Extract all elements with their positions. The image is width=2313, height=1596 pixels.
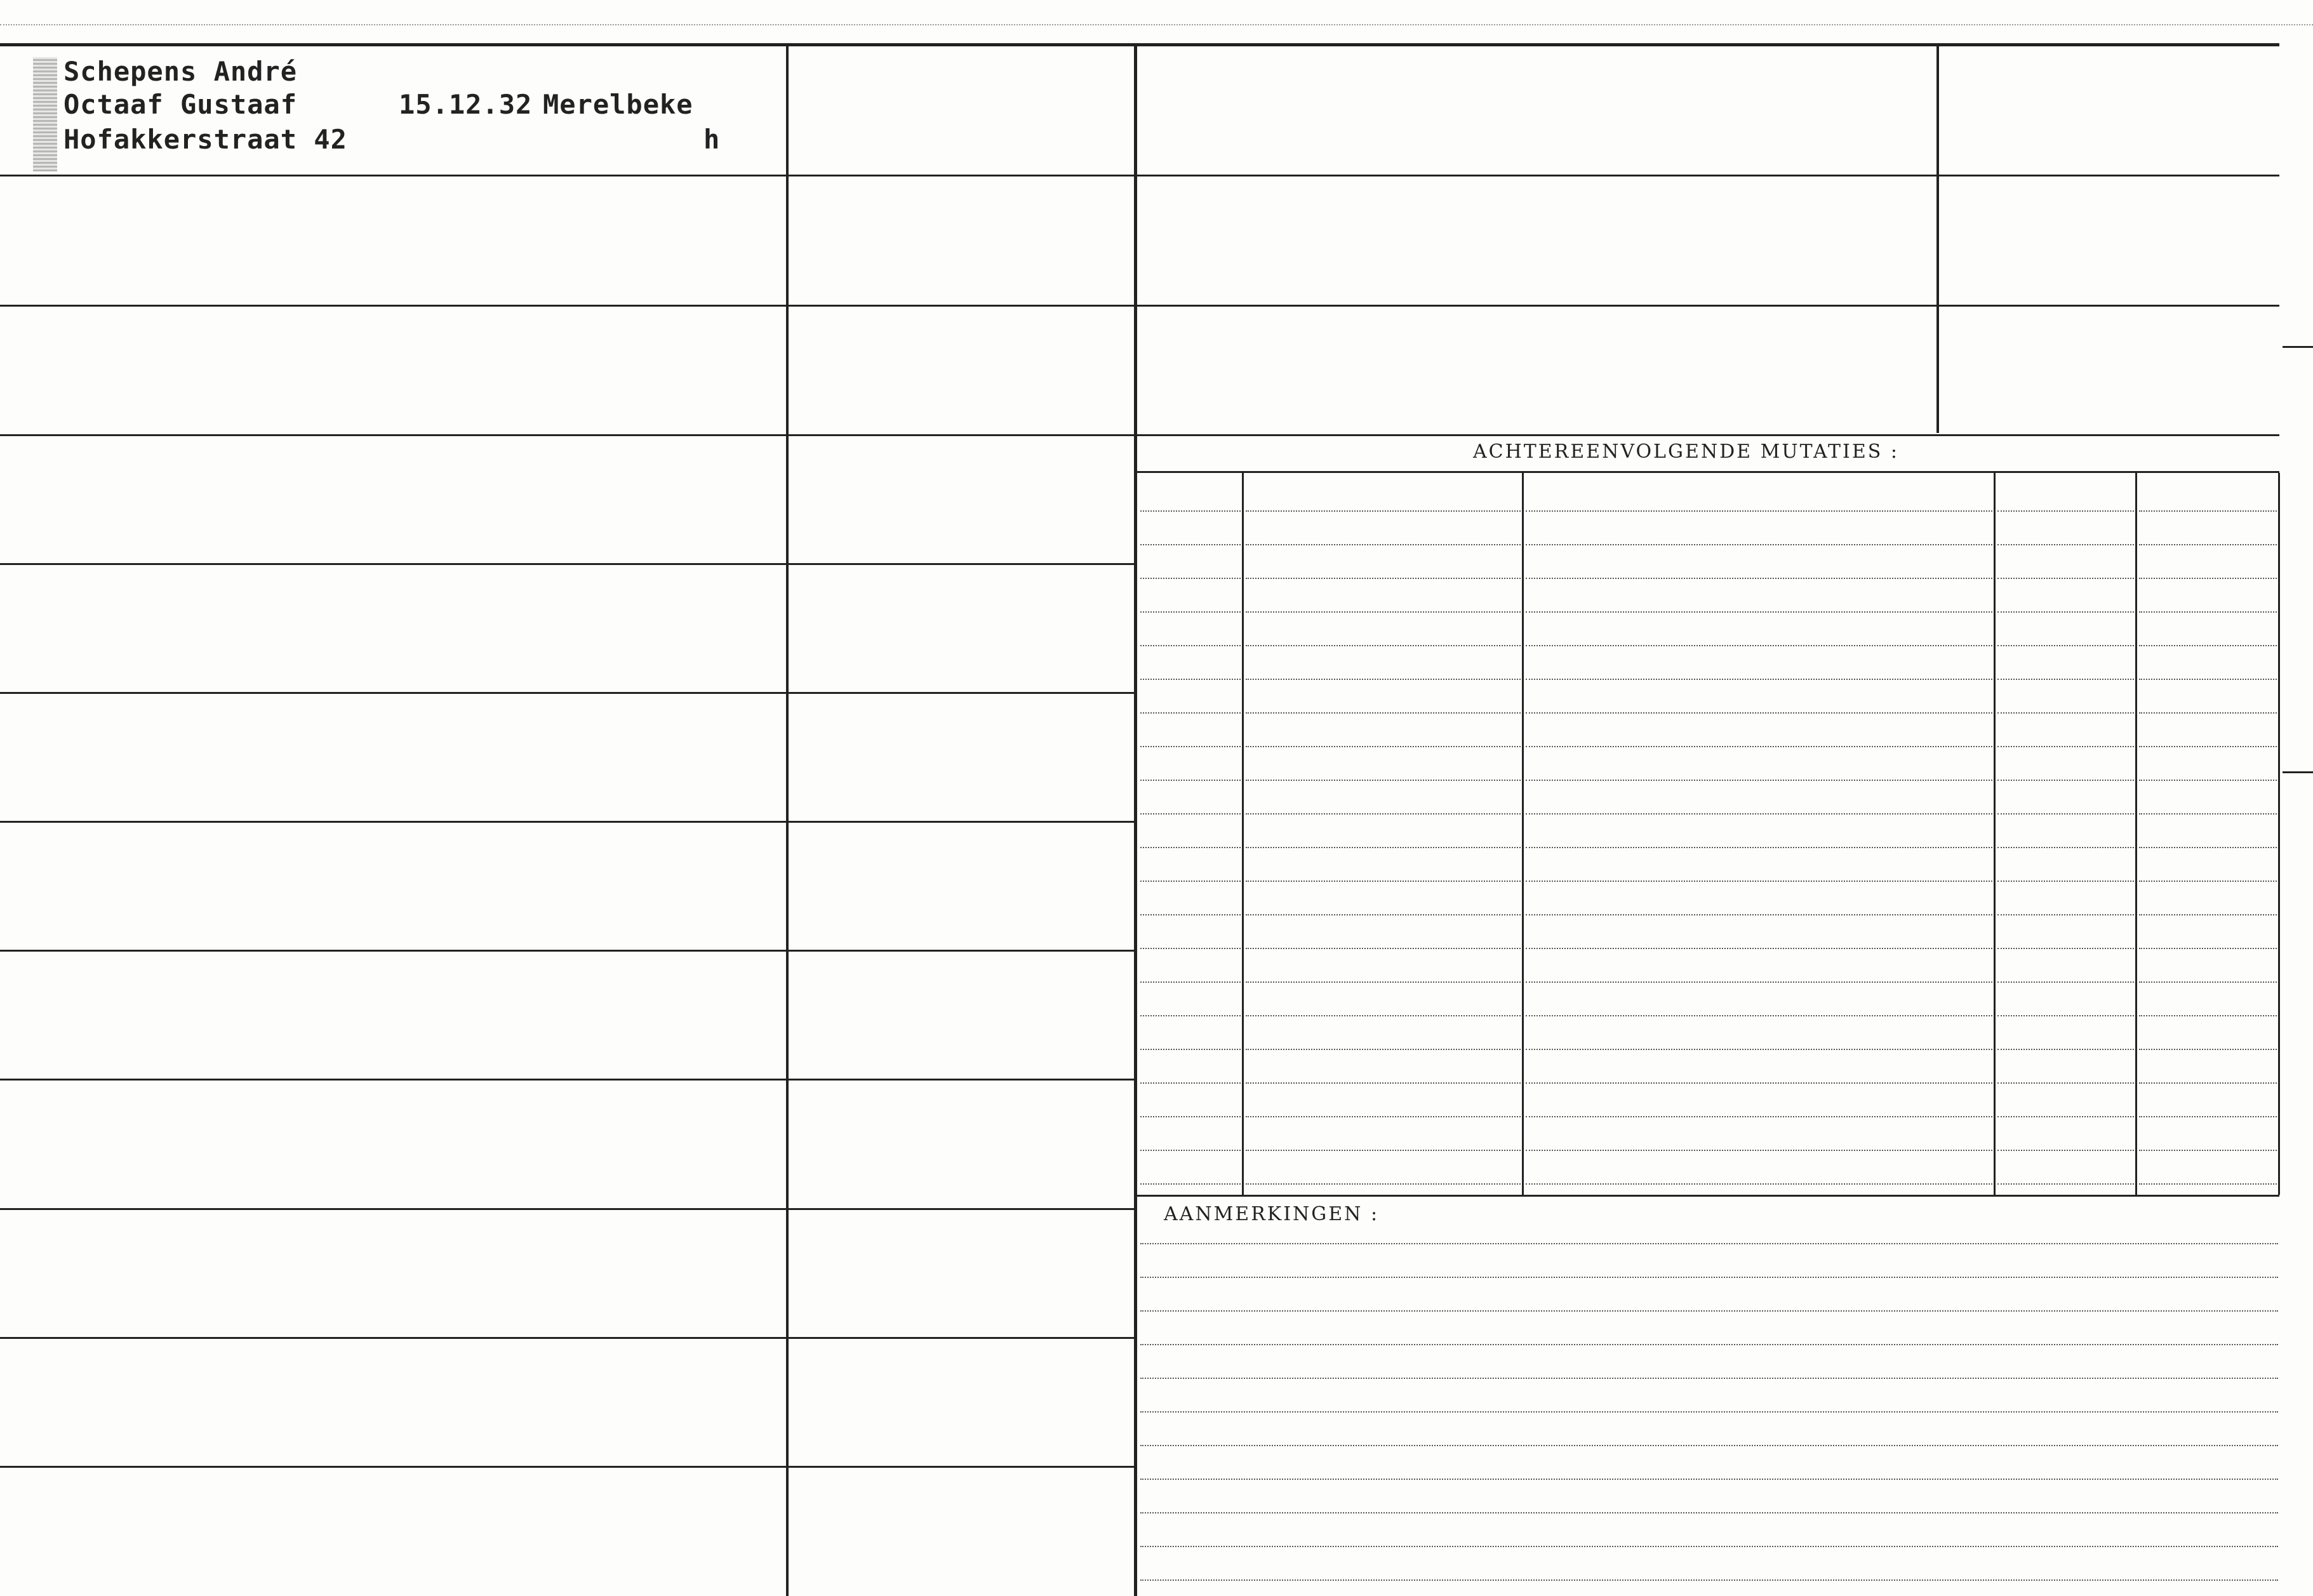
middle-row-line: [789, 1466, 1134, 1468]
middle-row-line: [789, 1079, 1134, 1081]
center-column-divider: [1134, 46, 1137, 1596]
mutation-dotted-line: [1997, 813, 2134, 815]
mutation-dotted-line: [2139, 611, 2277, 613]
remark-dotted-line: [1140, 1546, 2278, 1547]
mutation-dotted-line: [2139, 847, 2277, 848]
mutation-dotted-line: [2139, 712, 2277, 714]
mutation-dotted-line: [1140, 914, 1241, 915]
mutation-dotted-line: [1997, 611, 2134, 613]
mutations-right-border: [2278, 473, 2280, 1195]
mutation-dotted-line: [1526, 1183, 1992, 1185]
mutation-dotted-line: [1997, 881, 2134, 882]
mutation-dotted-line: [2139, 578, 2277, 579]
remark-dotted-line: [1140, 1479, 2278, 1480]
mutation-dotted-line: [1526, 645, 1992, 646]
mutation-dotted-line: [1526, 948, 1992, 949]
mutation-dotted-line: [1246, 510, 1521, 512]
mutation-dotted-line: [1140, 1082, 1241, 1084]
mutation-dotted-line: [1246, 1183, 1521, 1185]
mutation-dotted-line: [1246, 780, 1521, 781]
mutation-dotted-line: [2139, 813, 2277, 815]
left-row-line: [0, 1079, 786, 1081]
record-birth-place: Merelbeke: [543, 89, 693, 120]
mutation-dotted-line: [2139, 914, 2277, 915]
mutation-dotted-line: [1246, 1116, 1521, 1117]
mutation-dotted-line: [1526, 746, 1992, 747]
mutation-dotted-line: [2139, 746, 2277, 747]
mutation-dotted-line: [2139, 948, 2277, 949]
middle-row-line: [789, 563, 1134, 565]
mutation-dotted-line: [2139, 544, 2277, 545]
record-address: Hofakkerstraat 42: [63, 124, 347, 155]
left-row-line: [0, 1466, 786, 1468]
right-block-line: [1137, 175, 2279, 176]
right-top-column-divider: [1936, 46, 1939, 433]
middle-row-line: [789, 175, 1134, 176]
mutation-dotted-line: [2139, 1015, 2277, 1016]
mutation-dotted-line: [1526, 881, 1992, 882]
left-row-line: [0, 563, 786, 565]
middle-row-line: [789, 950, 1134, 952]
middle-row-line: [789, 1337, 1134, 1339]
mutation-dotted-line: [2139, 881, 2277, 882]
mutation-dotted-line: [1246, 544, 1521, 545]
mutation-dotted-line: [1526, 1015, 1992, 1016]
mutation-dotted-line: [1246, 1150, 1521, 1151]
mutation-dotted-line: [1246, 712, 1521, 714]
middle-row-line: [789, 821, 1134, 823]
middle-row-line: [789, 1208, 1134, 1210]
remark-dotted-line: [1140, 1310, 2278, 1312]
mutation-dotted-line: [1526, 780, 1992, 781]
mutation-dotted-line: [1997, 914, 2134, 915]
mutation-dotted-line: [2139, 1116, 2277, 1117]
mutation-dotted-line: [1997, 578, 2134, 579]
mutations-table-top: [1137, 471, 2279, 473]
mutation-dotted-line: [1246, 914, 1521, 915]
mutation-dotted-line: [1997, 746, 2134, 747]
remark-dotted-line: [1140, 1512, 2278, 1513]
mutation-dotted-line: [1997, 1183, 2134, 1185]
mutation-dotted-line: [1997, 1082, 2134, 1084]
mutation-dotted-line: [2139, 780, 2277, 781]
left-row-line: [0, 692, 786, 694]
remarks-heading: AANMERKINGEN :: [1164, 1203, 1380, 1225]
mutation-dotted-line: [1246, 1015, 1521, 1016]
mutation-dotted-line: [1140, 1049, 1241, 1050]
mutations-heading: ACHTEREENVOLGENDE MUTATIES :: [1473, 441, 1899, 463]
left-row-line: [0, 175, 786, 176]
mutation-dotted-line: [1140, 746, 1241, 747]
mutation-dotted-line: [1997, 1049, 2134, 1050]
mutation-dotted-line: [1526, 981, 1992, 983]
mutation-dotted-line: [1246, 847, 1521, 848]
left-row-line: [0, 821, 786, 823]
mutation-dotted-line: [1997, 712, 2134, 714]
mutation-dotted-line: [1140, 847, 1241, 848]
mutation-dotted-line: [1140, 813, 1241, 815]
right-block-line: [1137, 434, 2279, 436]
mutation-dotted-line: [1140, 981, 1241, 983]
stamp-mark: [33, 57, 57, 171]
mutation-dotted-line: [1246, 746, 1521, 747]
mutation-dotted-line: [1140, 780, 1241, 781]
mutation-dotted-line: [1246, 981, 1521, 983]
mutation-dotted-line: [2139, 981, 2277, 983]
mutation-dotted-line: [1140, 510, 1241, 512]
mutations-column-divider: [2135, 473, 2137, 1195]
mutation-dotted-line: [1997, 1116, 2134, 1117]
mutation-dotted-line: [1246, 948, 1521, 949]
mutation-dotted-line: [2139, 1183, 2277, 1185]
record-surname-first-name: Schepens André: [63, 56, 298, 87]
mutation-dotted-line: [1526, 1150, 1992, 1151]
remark-dotted-line: [1140, 1579, 2278, 1581]
left-row-line: [0, 1337, 786, 1339]
left-row-line: [0, 1208, 786, 1210]
mutation-dotted-line: [1246, 1049, 1521, 1050]
mutation-dotted-line: [1140, 544, 1241, 545]
remark-dotted-line: [1140, 1378, 2278, 1379]
mutation-dotted-line: [1997, 847, 2134, 848]
mutation-dotted-line: [1246, 881, 1521, 882]
mutation-dotted-line: [1526, 1049, 1992, 1050]
mutation-dotted-line: [1526, 847, 1992, 848]
mutation-dotted-line: [1140, 948, 1241, 949]
mutation-dotted-line: [1997, 645, 2134, 646]
mutation-dotted-line: [1526, 1082, 1992, 1084]
right-edge-tick: [2283, 771, 2313, 773]
mutation-dotted-line: [2139, 1150, 2277, 1151]
mutation-dotted-line: [1997, 981, 2134, 983]
mutation-dotted-line: [1526, 544, 1992, 545]
mutation-dotted-line: [1246, 611, 1521, 613]
mutation-dotted-line: [2139, 510, 2277, 512]
mutation-dotted-line: [1997, 544, 2134, 545]
mutation-dotted-line: [1526, 578, 1992, 579]
mutation-dotted-line: [2139, 1082, 2277, 1084]
mutation-dotted-line: [1246, 813, 1521, 815]
middle-row-line: [789, 692, 1134, 694]
left-row-line: [0, 434, 786, 436]
right-edge-tick: [2283, 346, 2313, 348]
mutation-dotted-line: [1997, 1015, 2134, 1016]
mutation-dotted-line: [1526, 914, 1992, 915]
mutation-dotted-line: [1246, 679, 1521, 680]
remark-dotted-line: [1140, 1445, 2278, 1446]
mutations-table-bottom: [1137, 1195, 2279, 1197]
mutations-column-divider: [1994, 473, 1996, 1195]
mutation-dotted-line: [1140, 1150, 1241, 1151]
top-dotted-edge: [0, 24, 2313, 25]
middle-row-line: [789, 434, 1134, 436]
left-row-line: [0, 950, 786, 952]
mutations-column-divider: [1242, 473, 1244, 1195]
mutation-dotted-line: [1246, 578, 1521, 579]
mutation-dotted-line: [2139, 1049, 2277, 1050]
mutation-dotted-line: [1526, 510, 1992, 512]
mutation-dotted-line: [1526, 679, 1992, 680]
record-birth-date: 15.12.32: [399, 89, 533, 120]
mutation-dotted-line: [1997, 780, 2134, 781]
mutation-dotted-line: [2139, 679, 2277, 680]
mutation-dotted-line: [1140, 645, 1241, 646]
mutation-dotted-line: [1526, 1116, 1992, 1117]
mutation-dotted-line: [1997, 1150, 2134, 1151]
mutation-dotted-line: [1997, 948, 2134, 949]
mutations-column-divider: [1522, 473, 1524, 1195]
mutation-dotted-line: [1246, 1082, 1521, 1084]
record-mark: h: [703, 124, 721, 155]
mutation-dotted-line: [1140, 1116, 1241, 1117]
mutation-dotted-line: [1526, 813, 1992, 815]
remark-dotted-line: [1140, 1277, 2278, 1278]
mutation-dotted-line: [1246, 645, 1521, 646]
mutation-dotted-line: [1140, 712, 1241, 714]
mutation-dotted-line: [1997, 679, 2134, 680]
remark-dotted-line: [1140, 1411, 2278, 1413]
mutation-dotted-line: [1526, 611, 1992, 613]
mutation-dotted-line: [1140, 881, 1241, 882]
mutation-dotted-line: [1140, 1015, 1241, 1016]
mutation-dotted-line: [1140, 611, 1241, 613]
middle-row-line: [789, 305, 1134, 307]
left-row-line: [0, 305, 786, 307]
mutation-dotted-line: [1140, 1183, 1241, 1185]
remark-dotted-line: [1140, 1243, 2278, 1244]
mutation-dotted-line: [1526, 712, 1992, 714]
right-block-line: [1137, 305, 2279, 307]
remark-dotted-line: [1140, 1344, 2278, 1345]
mutation-dotted-line: [2139, 645, 2277, 646]
record-given-names: Octaaf Gustaaf: [63, 89, 298, 120]
mutation-dotted-line: [1140, 578, 1241, 579]
mutation-dotted-line: [1140, 679, 1241, 680]
mutation-dotted-line: [1997, 510, 2134, 512]
